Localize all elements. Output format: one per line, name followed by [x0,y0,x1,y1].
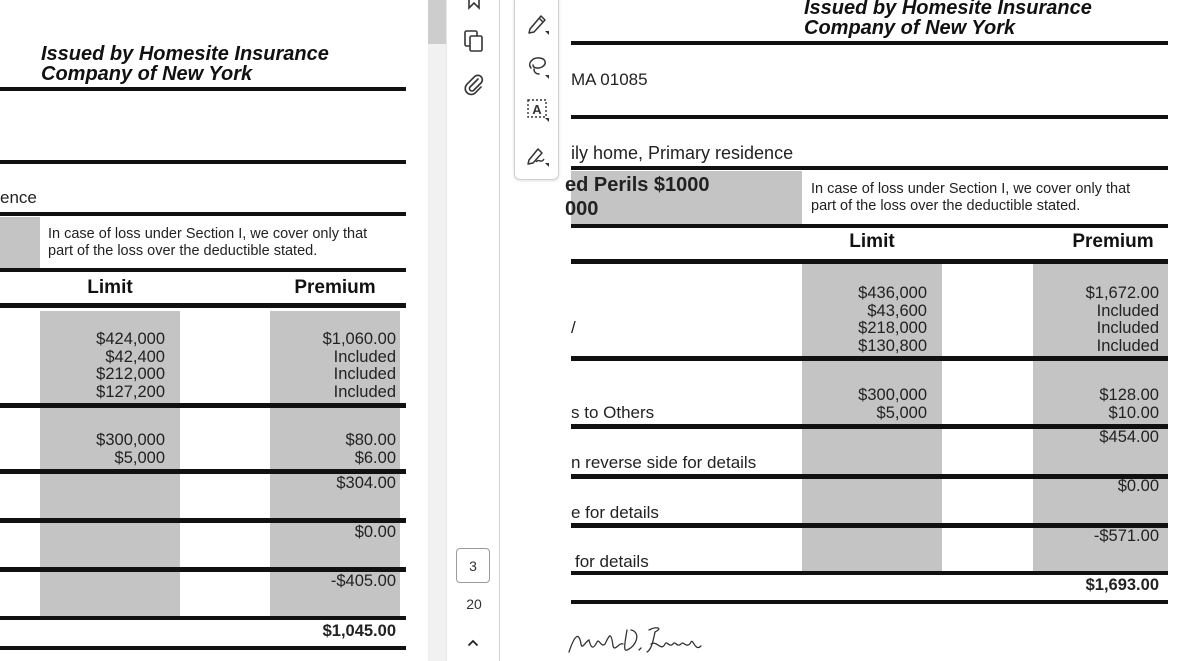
limit-header: Limit [87,277,133,298]
coverage-row-fragment: / [571,318,576,337]
liability-premiums: $80.00 $6.00 [345,431,396,467]
coverage-premiums: $1,672.00 Included Included Included [1085,284,1159,355]
reverse-side-label: n reverse side for details [571,453,757,472]
lasso-icon [525,54,551,80]
liability-others-label: s to Others [571,403,655,422]
deductible-note-line-1: In case of loss under Section I, we cover only that [811,181,1131,197]
chevron-up-icon [467,639,479,647]
section-rule [0,646,406,650]
attachment-button[interactable] [460,70,488,98]
page-tool-strip [446,0,500,661]
coverage-limits: $436,000 $43,600 $218,000 $130,800 [858,284,927,355]
section-rule [0,87,406,91]
section-rule [0,303,406,308]
liability-limits: $300,000 $5,000 [96,431,165,467]
total-pages: 20 [466,596,482,612]
highlight-pen-icon [525,10,551,36]
residence-text: ily home, Primary residence [571,143,794,163]
current-page-input[interactable]: 3 [456,548,490,583]
lasso-tool-button[interactable] [523,52,553,82]
issuer-line-2: Company of New York [41,63,253,85]
premium-header: Premium [1072,231,1154,252]
limit-header: Limit [849,231,895,252]
residence-text: ence [0,188,37,207]
deductible-note-line-2: part of the loss over the deductible stated. [48,243,318,259]
bookmark-icon [466,0,482,10]
section-rule [0,518,406,523]
section-rule [0,403,406,408]
sign-pen-icon [525,142,551,168]
row5-premium: -$405.00 [330,572,396,590]
document-page-right [565,0,1200,661]
issuer-line-1: Issued by Homesite Insurance [804,0,1092,19]
row3-premium: $454.00 [1099,428,1159,446]
details-label: for details [575,552,649,571]
section-rule [0,160,406,164]
deductible-shaded-cell [0,217,40,269]
signature-image [567,622,717,660]
deductible-note-line-1: In case of loss under Section I, we cover only that [48,226,368,242]
section-rule [571,571,1168,575]
deductible-note-line-2: part of the loss over the deductible stated. [811,198,1081,214]
text-box-tool-button[interactable] [523,95,553,125]
premium-header: Premium [294,277,376,298]
section-rule [571,166,1168,170]
previous-page-button[interactable] [463,633,483,653]
section-rule [571,115,1168,119]
liability-premiums: $128.00 $10.00 [1099,386,1159,422]
total-premium: $1,693.00 [1085,576,1159,594]
copy-pages-icon [463,29,485,53]
scrollbar-thumb[interactable] [428,0,446,44]
section-rule [571,600,1168,604]
row4-premium: $0.00 [1117,477,1159,495]
issuer-line-2: Company of New York [804,17,1016,39]
svg-text:A: A [532,102,542,117]
perils-deductible-line-1: ed Perils $1000 [565,174,710,196]
section-rule [571,41,1168,45]
row3-premium: $304.00 [336,474,396,492]
coverage-limits: $424,000 $42,400 $212,000 $127,200 [96,330,165,401]
document-page-left [0,0,428,661]
section-rule [0,212,406,216]
address-text: MA 01085 [571,70,648,89]
perils-deductible-line-2: 000 [565,198,599,220]
section-rule [571,356,1168,361]
issuer-line-1: Issued by Homesite Insurance [41,43,329,65]
sign-tool-button[interactable] [523,140,553,170]
copy-pages-button[interactable] [460,27,488,55]
attachment-icon [463,73,485,95]
section-rule [0,616,406,620]
bookmark-button[interactable] [460,0,488,14]
total-premium: $1,045.00 [322,622,396,640]
coverage-premiums: $1,060.00 Included Included Included [322,330,396,401]
side-details-label: e for details [571,503,659,522]
section-rule [571,224,1168,228]
highlight-tool-button[interactable] [523,8,553,38]
row4-premium: $0.00 [354,523,396,541]
annotation-toolbar [514,0,559,180]
row5-premium: -$571.00 [1093,527,1159,545]
liability-limits: $300,000 $5,000 [858,386,927,422]
section-rule [0,268,406,272]
vertical-scrollbar[interactable] [428,0,446,661]
text-box-icon [525,97,551,123]
